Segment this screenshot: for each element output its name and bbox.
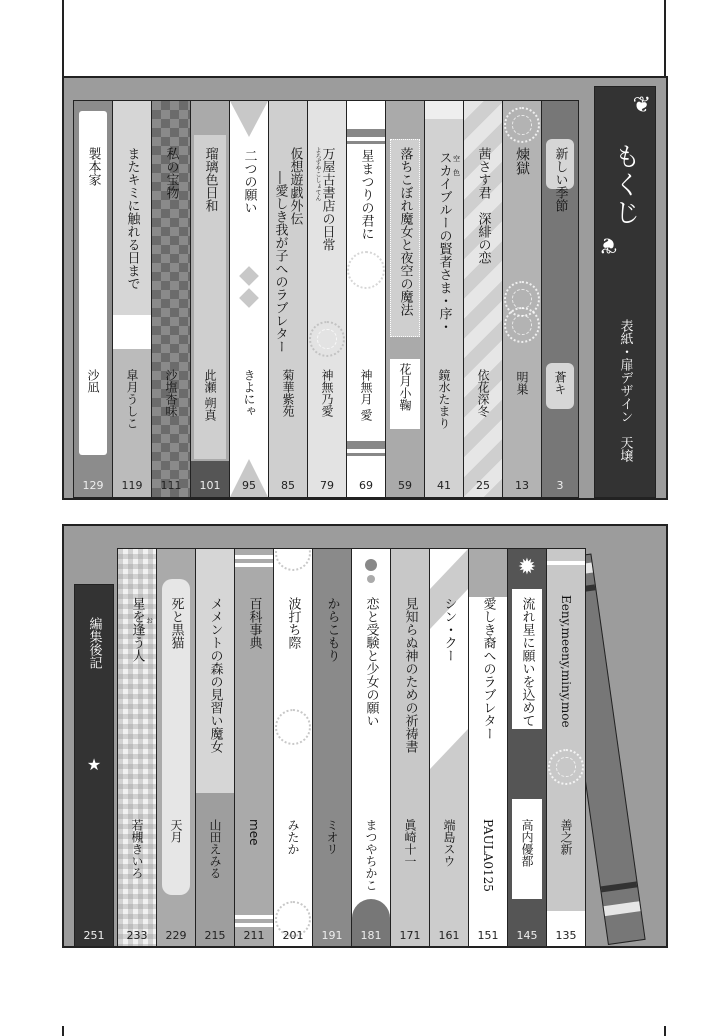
book-spine[interactable] — [112, 100, 152, 498]
book-spine[interactable] — [229, 100, 269, 498]
flourish-icon: ❦ — [632, 93, 651, 118]
book-spine[interactable] — [429, 548, 469, 948]
book-spine[interactable] — [390, 548, 430, 948]
book-title: 星まつりの君に — [358, 149, 374, 240]
book-subtitle: ―愛しき我が子へのラブレター — [272, 171, 288, 353]
book-title: 煉獄 — [514, 147, 530, 175]
book-spine[interactable] — [346, 100, 386, 498]
book-author: 此瀬 朔真 — [203, 369, 217, 421]
book-title: からこもり — [324, 597, 340, 662]
book-title: 波打ち際 — [285, 597, 301, 649]
dot-icon — [365, 559, 377, 571]
page-number: 151 — [477, 929, 499, 942]
book-title: 死と黒猫 — [168, 597, 184, 649]
book-title: 百科事典 — [246, 597, 262, 649]
diamond-icon — [239, 288, 259, 308]
book-title: 愛しき裔へのラブレター — [480, 597, 496, 740]
book-author: きよにゃ — [242, 369, 256, 417]
shelf-board — [62, 946, 668, 1026]
book-spine[interactable] — [507, 548, 547, 948]
page-number: 233 — [126, 929, 148, 942]
page-number: 191 — [321, 929, 343, 942]
book-spine[interactable] — [74, 584, 114, 948]
book-author: 山田えみる — [208, 819, 222, 879]
book-author: 神無乃愛 — [320, 369, 334, 417]
page-number: 79 — [320, 479, 334, 492]
book-title: またキミに触れる日まで — [124, 147, 140, 290]
page-number: 171 — [399, 929, 421, 942]
book-author: ミオリ — [325, 819, 339, 855]
book-author: mee — [247, 819, 261, 846]
triangle-decoration — [230, 101, 268, 141]
book-author: 若槻きいろ — [130, 819, 144, 879]
toc-spine — [594, 86, 656, 498]
page-number: 145 — [516, 929, 538, 942]
page-number: 85 — [281, 479, 295, 492]
book-spine[interactable] — [541, 100, 579, 498]
book-author: 神無月 愛 — [359, 369, 373, 421]
book-spine[interactable] — [117, 548, 157, 948]
page-number: 251 — [83, 929, 105, 942]
book-title: Eeny,meeny,miny,moe — [559, 595, 573, 728]
book-author: 皐月うしこ — [125, 369, 139, 429]
page-number: 95 — [242, 479, 256, 492]
book-title: スカイブルーの賢者さま・序・ — [436, 151, 452, 333]
page-number: 25 — [476, 479, 490, 492]
book-title: 恋と受験と少女の願い — [363, 597, 379, 727]
book-author: 眞崎十一 — [403, 819, 417, 867]
book-title: 二つの願い — [241, 149, 257, 214]
book-spine[interactable] — [502, 100, 542, 498]
cover-credit: 表紙・扉デザイン 天壌 — [617, 319, 633, 462]
page-number: 111 — [160, 479, 182, 492]
book-author: まつやちかこ — [364, 819, 378, 891]
book-title: 落ちこぼれ魔女と夜空の魔法 — [397, 147, 413, 316]
page-number: 13 — [515, 479, 529, 492]
book-title: 万屋古書店の日常 — [319, 147, 335, 251]
book-spine[interactable] — [463, 100, 503, 498]
page-number: 129 — [82, 479, 104, 492]
flourish-icon: ❦ — [599, 232, 618, 257]
page-number: 161 — [438, 929, 460, 942]
book-spine[interactable] — [195, 548, 235, 948]
book-author: 端島スウ — [442, 819, 456, 867]
page-number: 101 — [199, 479, 221, 492]
star-icon: ★ — [86, 755, 102, 774]
book-title: メメントの森の見習い魔女 — [207, 597, 223, 753]
book-spine[interactable] — [151, 100, 191, 498]
book-ruby: よろずやこしょてん — [314, 147, 321, 201]
book-spine[interactable] — [156, 548, 196, 948]
book-author: みたか — [286, 819, 300, 855]
diamond-icon — [239, 266, 259, 286]
book-author: 天月 — [169, 819, 183, 843]
page-number: 181 — [360, 929, 382, 942]
book-title: 瑠璃色日和 — [202, 147, 218, 212]
book-spine[interactable] — [234, 548, 274, 948]
book-ruby: 空 色 — [452, 155, 461, 176]
book-author: PAULA0125 — [481, 819, 495, 892]
book-spine[interactable] — [307, 100, 347, 498]
book-spine[interactable] — [73, 100, 113, 498]
book-title: 編集後記 — [86, 617, 102, 669]
book-spine[interactable] — [312, 548, 352, 948]
book-title: 新しい季節 — [552, 147, 568, 212]
page-number: 211 — [243, 929, 265, 942]
page-number: 3 — [556, 479, 564, 492]
book-spine[interactable] — [546, 548, 586, 948]
book-spine[interactable] — [424, 100, 464, 498]
book-title: 仮想遊戯外伝 — [287, 147, 303, 225]
page-number: 59 — [398, 479, 412, 492]
book-author: 明巣 — [515, 371, 529, 395]
page-number: 119 — [121, 479, 143, 492]
book-title: 流れ星に願いを込めて — [519, 597, 535, 727]
book-spine[interactable] — [385, 100, 425, 498]
book-author: 善之新 — [559, 819, 573, 855]
book-author: 高内優都 — [520, 819, 534, 867]
shelf-board — [62, 498, 668, 526]
book-title: 私の宝物 — [163, 147, 179, 199]
book-ruby: お — [145, 617, 154, 624]
book-author: 菊華紫苑 — [281, 369, 295, 417]
book-author: 花月小鞠 — [398, 363, 412, 411]
book-spine[interactable] — [351, 548, 391, 948]
book-spine[interactable] — [273, 548, 313, 948]
toc-title: もくじ — [610, 143, 640, 227]
page-number: 201 — [282, 929, 304, 942]
book-spine[interactable] — [190, 100, 230, 498]
book-title: 製本家 — [85, 147, 101, 186]
book-title: 星を逢う人 — [129, 597, 145, 662]
book-spine[interactable] — [468, 548, 508, 948]
page-number: 215 — [204, 929, 226, 942]
book-author: 依花深冬 — [476, 369, 490, 417]
book-author: 鏡水たまり — [437, 369, 451, 429]
dot-icon — [367, 575, 375, 583]
page-number: 69 — [359, 479, 373, 492]
book-author: 蒼キ — [553, 371, 567, 395]
book-title: 茜さす君 深緋の恋 — [475, 147, 491, 264]
page-number: 135 — [555, 929, 577, 942]
book-author: 沙塩杏味 — [164, 369, 178, 417]
page-number: 41 — [437, 479, 451, 492]
page-number: 229 — [165, 929, 187, 942]
book-title: シン・クー — [441, 597, 457, 662]
book-title: 見知らぬ神のための祈祷書 — [402, 597, 418, 753]
book-spine[interactable] — [268, 100, 308, 498]
star-burst-icon: ✹ — [517, 555, 537, 580]
book-author: 沙凪 — [86, 369, 100, 393]
